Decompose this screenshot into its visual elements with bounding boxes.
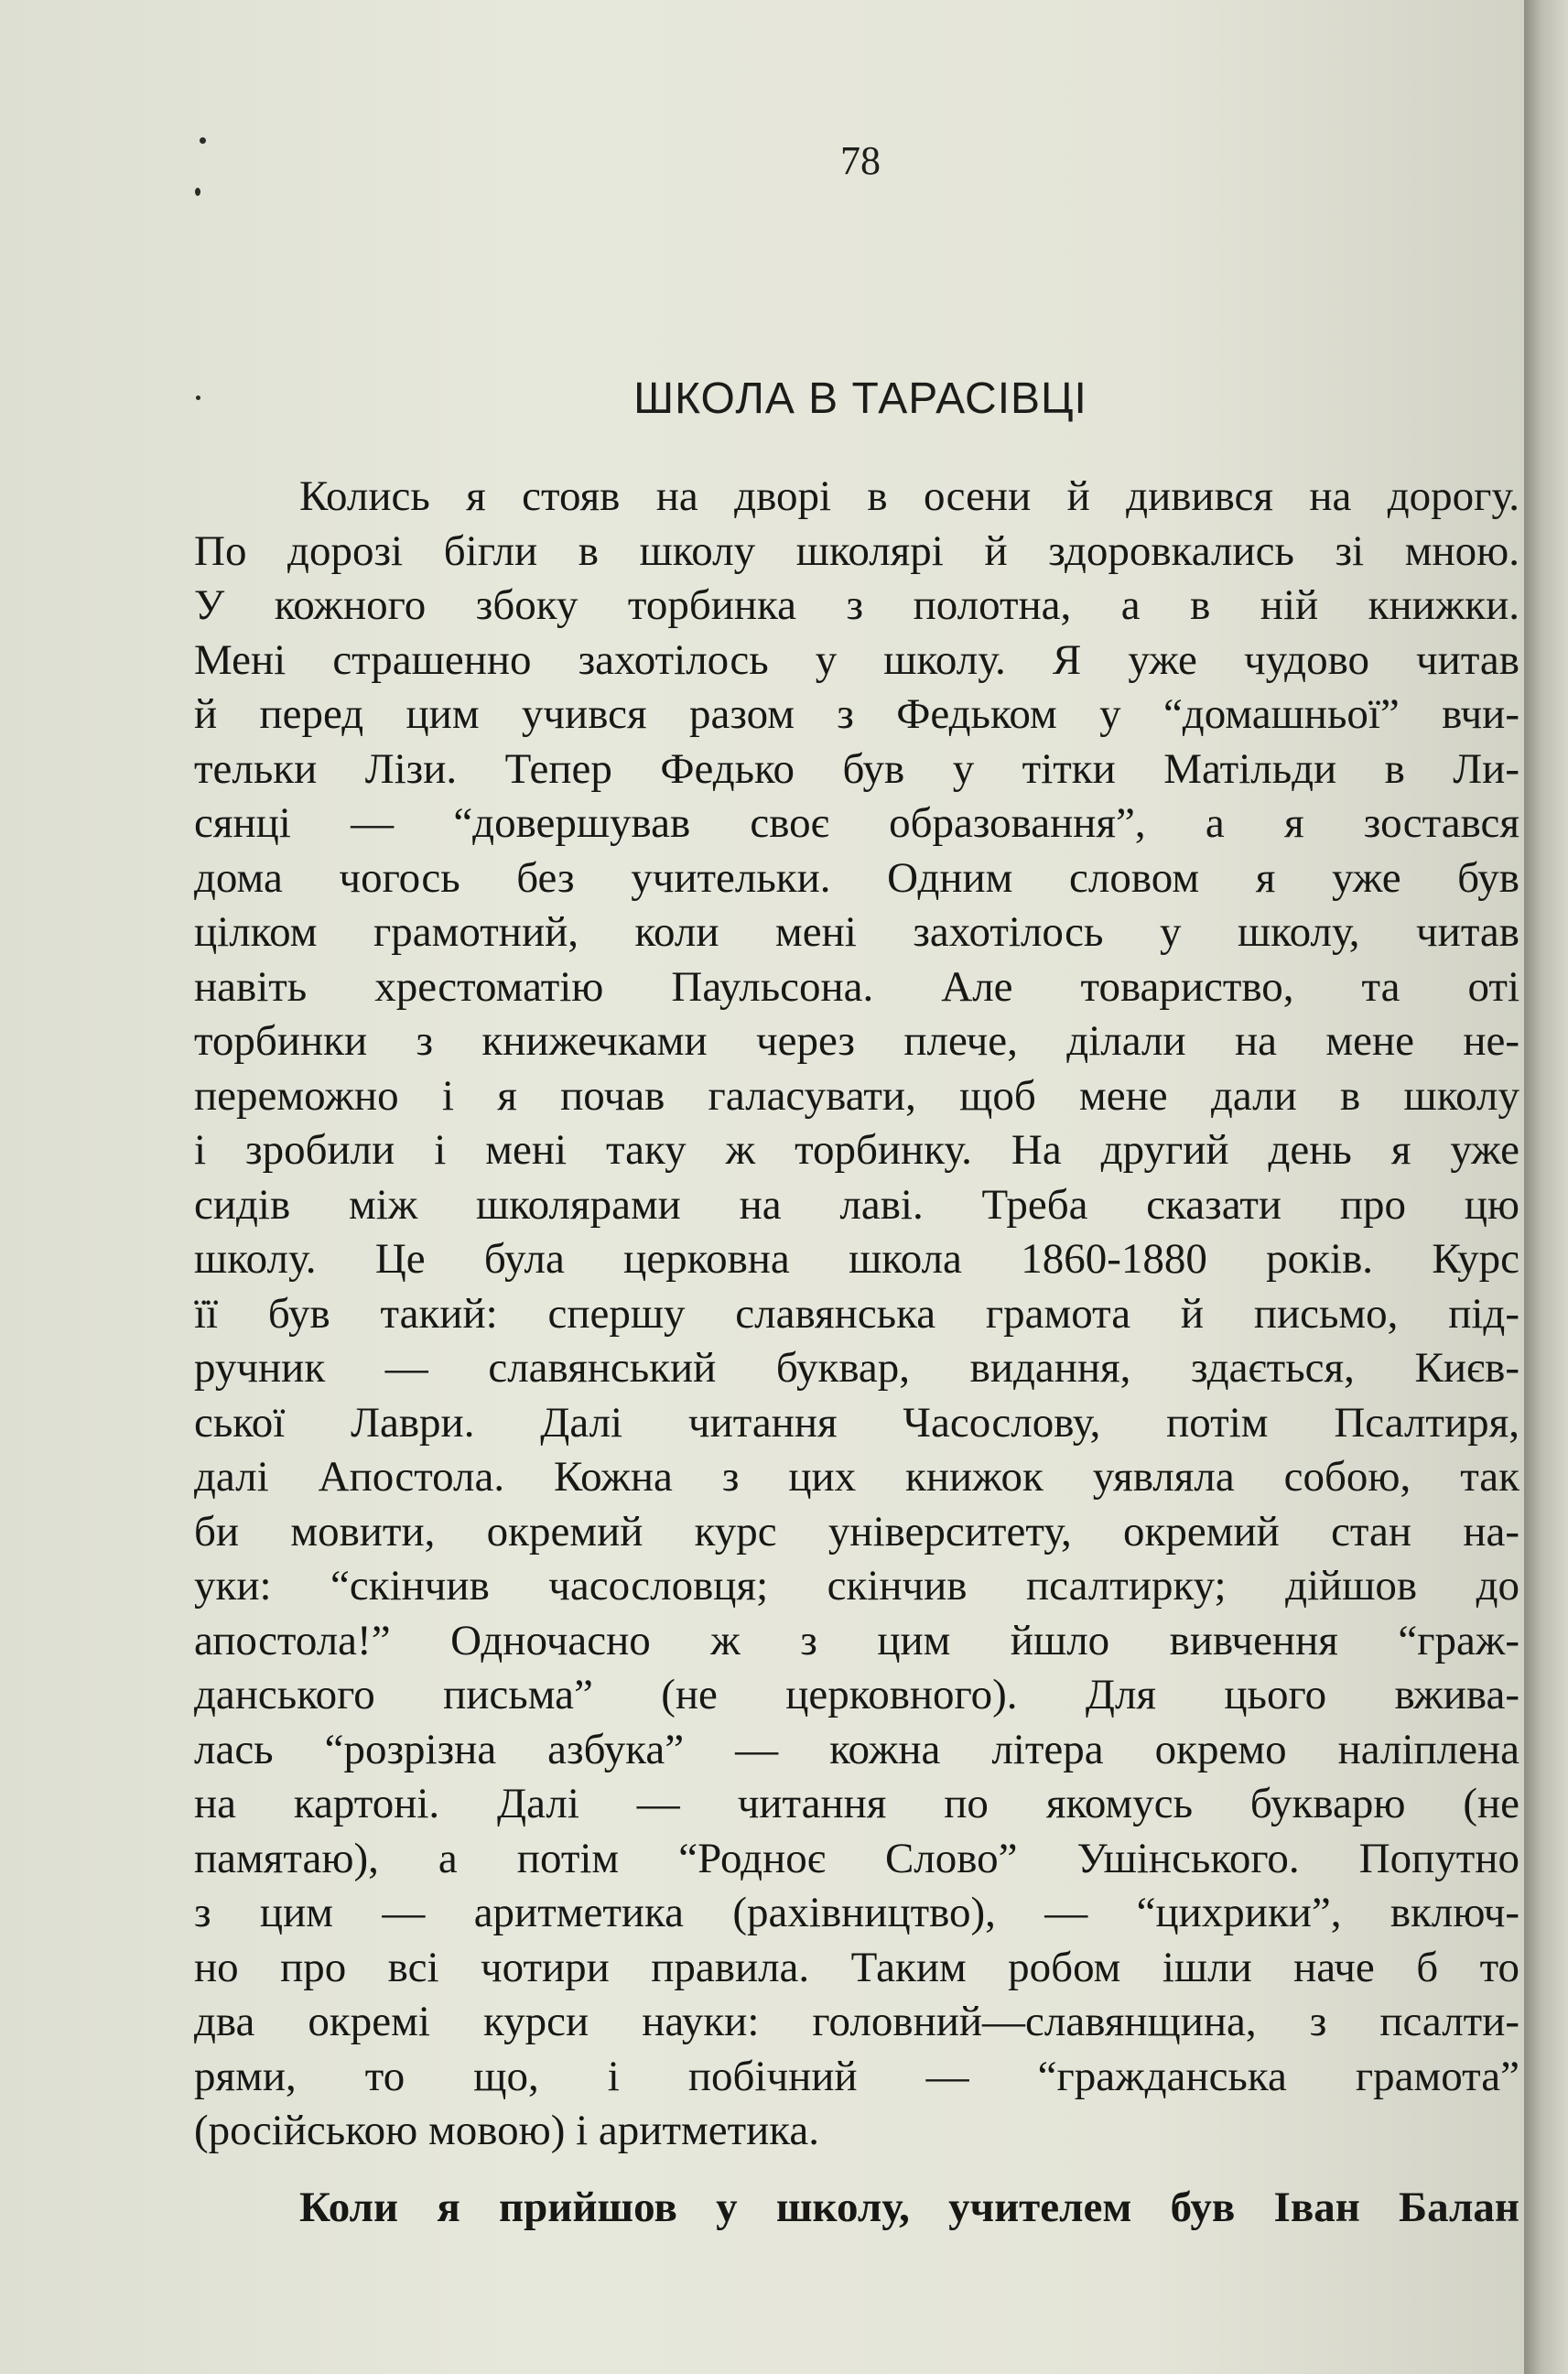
text-line: данського письма” (не церковного). Для цього вжива- [194,1671,1519,1718]
text-line: сянці — “довершував своє образовання”, а я зостався [194,799,1519,847]
text-line: У кожного збоку торбинка з полотна, а в ній книжки. [194,581,1519,629]
text-line: на картоні. Далі — читання по якомусь букварю (не [194,1780,1519,1827]
paragraph [194,2181,1519,2236]
body-text [194,470,1519,2235]
text-line: й перед цим учився разом з Федьком у “домашньої” вчи- [194,690,1519,738]
text-line: рями, то що, і побічний — “гражданська грамота” [194,2052,1519,2100]
text-line: сидів між школярами на лаві. Треба сказати про цю [194,1180,1519,1229]
text-line: Мені страшенно захотілось у школу. Я уже чудово читав [194,635,1519,684]
text-line: ської Лаври. Далі читання Часослову, потім Псалтиря, [194,1398,1519,1447]
text-line: (російською мовою) і аритметика. [194,2107,820,2154]
text-line: тельки Лізи. Тепер Федько був у тітки Матільди в Ли- [194,744,1519,793]
text-line: далі Апостола. Кожна з цих книжок уявляла собою, так [194,1453,1519,1501]
text-line: ручник — славянський буквар, видання, здається, Києв- [194,1344,1519,1392]
text-line: з цим — аритметика (рахівництво), — “цихрики”, включ- [194,1889,1519,1936]
text-line: переможно і я почав галасувати, щоб мене дали в школу [194,1071,1519,1120]
text-line: навіть хрестоматію Паульсона. Але товариство, та оті [194,962,1519,1011]
text-line: її був такий: спершу славянська грамота й письмо, під- [194,1289,1519,1338]
text-line: Колись я стояв на дворі в осени й дивився на дорогу. [299,472,1519,520]
print-speck [196,396,200,400]
text-line: уки: “скінчив часословця; скінчив псалтирку; дійшов до [194,1562,1519,1610]
text-line: школу. Це була церковна школа 1860-1880 років. Курс [194,1235,1519,1283]
chapter-title: ШКОЛА В ТАРАСІВЦІ [633,374,1087,423]
text-line: апостола!” Одночасно ж з цим йшло вивчення “граж- [194,1616,1519,1664]
text-line: памятаю), а потім “Родноє Слово” Ушінського. Попутно [194,1834,1519,1882]
text-line: торбинки з книжечками через плече, ділали на мене не- [194,1017,1519,1065]
print-speck [200,137,206,144]
text-line: Коли я прийшов у школу, учителем був Іван Балан [299,2183,1519,2231]
paragraph [194,470,1519,2159]
text-line: По дорозі бігли в школу школярі й здоровкались зі мною. [194,526,1519,575]
text-line: цілком грамотний, коли мені захотілось у школу, читав [194,908,1519,956]
text-line: і зробили і мені таку ж торбинку. На другий день я уже [194,1126,1519,1174]
page-edge-shadow [1524,0,1568,2374]
text-line: но про всі чотири правила. Таким робом ішли наче б то [194,1943,1519,1991]
text-line: дома чогось без учительки. Одним словом я уже був [194,853,1519,902]
text-line: лась “розрізна азбука” — кожна літера окремо наліплена [194,1725,1519,1773]
text-line: два окремі курси науки: головний—славянщина, з псалти- [194,1998,1519,2045]
text-line: би мовити, окремий курс університету, окремий стан на- [194,1507,1519,1556]
print-speck [195,188,200,196]
page-number: 78 [840,138,881,183]
